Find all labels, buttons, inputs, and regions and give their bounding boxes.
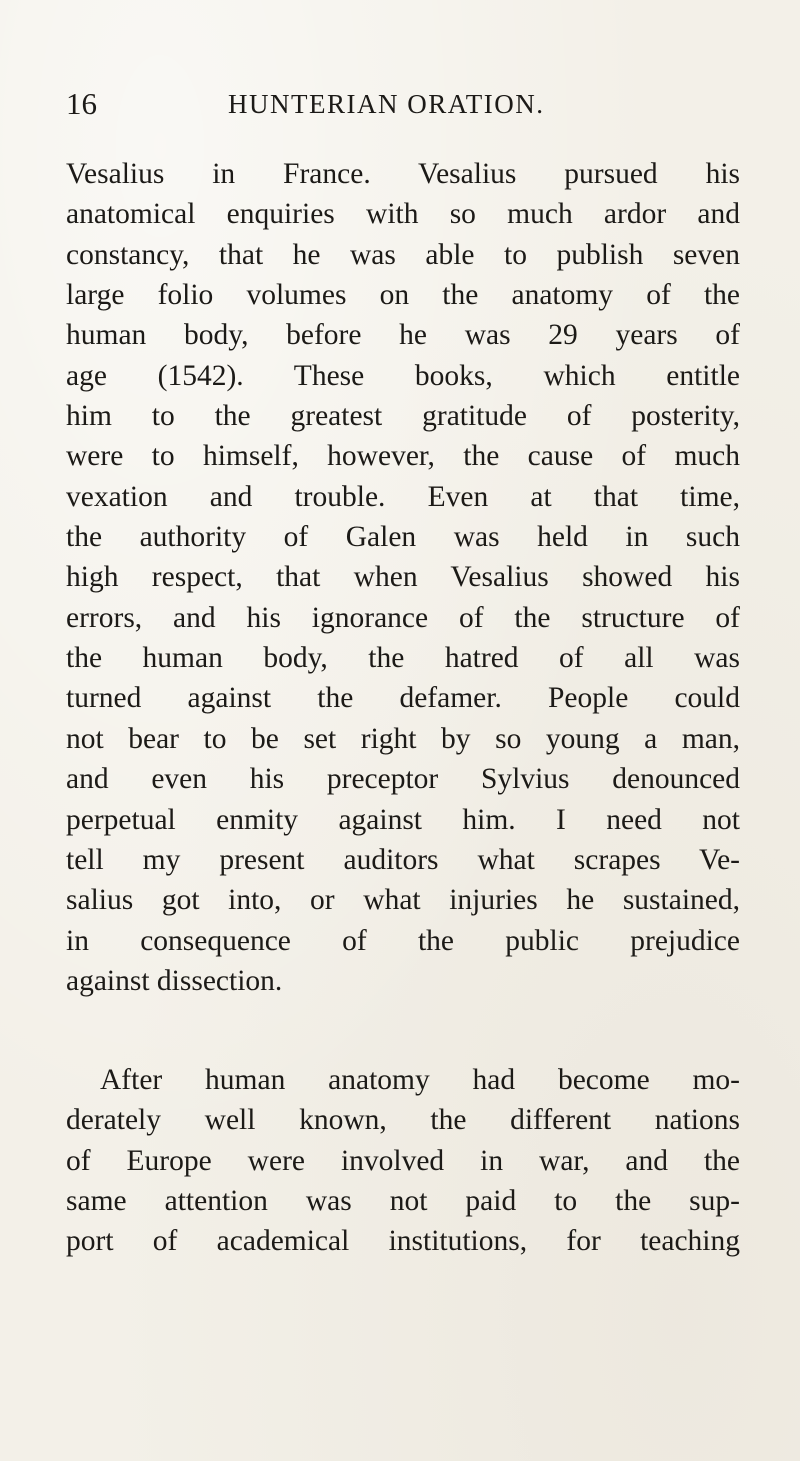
- text-line: Vesalius in France. Vesalius pursued his: [66, 158, 740, 190]
- paragraph-anatomy-war: [66, 1060, 740, 1262]
- text-line: of Europe were involved in war, and the: [66, 1144, 740, 1177]
- text-line: port of academical institutions, for teaching: [66, 1225, 740, 1258]
- text-line: not bear to be set right by so young a man,: [66, 722, 740, 755]
- text-line: anatomical enquiries with so much ardor and: [66, 198, 740, 231]
- paragraph-vesalius: [66, 154, 740, 1001]
- text-line: large folio volumes on the anatomy of the: [66, 279, 740, 312]
- text-line: and even his preceptor Sylvius denounced: [66, 763, 740, 796]
- text-line: in consequence of the public prejudice: [66, 924, 740, 957]
- text-line: high respect, that when Vesalius showed his: [66, 561, 740, 594]
- page-header: [66, 84, 734, 124]
- text-line: same attention was not paid to the sup-: [66, 1185, 740, 1218]
- text-line: age (1542). These books, which entitle: [66, 359, 740, 392]
- text-line: him to the greatest gratitude of posterity,: [66, 400, 740, 433]
- page-number: 16: [66, 86, 97, 121]
- text-line: turned against the defamer. People could: [66, 682, 740, 715]
- text-line: tell my present auditors what scrapes Ve-: [66, 843, 740, 876]
- text-line: salius got into, or what injuries he sustained,: [66, 884, 740, 917]
- text-line: perpetual enmity against him. I need not: [66, 803, 740, 836]
- text-line: the human body, the hatred of all was: [66, 642, 740, 675]
- running-head: HUNTERIAN ORATION.: [228, 89, 545, 119]
- text-line: the authority of Galen was held in such: [66, 521, 740, 554]
- text-line: vexation and trouble. Even at that time,: [66, 480, 740, 513]
- text-line: against dissection.: [66, 964, 283, 997]
- text-line: derately well known, the different nations: [66, 1104, 740, 1137]
- text-line: human body, before he was 29 years of: [66, 319, 740, 352]
- text-line: After human anatomy had become mo-: [100, 1064, 740, 1096]
- text-line: errors, and his ignorance of the structure of: [66, 601, 740, 634]
- text-line: were to himself, however, the cause of much: [66, 440, 740, 473]
- text-line: constancy, that he was able to publish seven: [66, 238, 740, 271]
